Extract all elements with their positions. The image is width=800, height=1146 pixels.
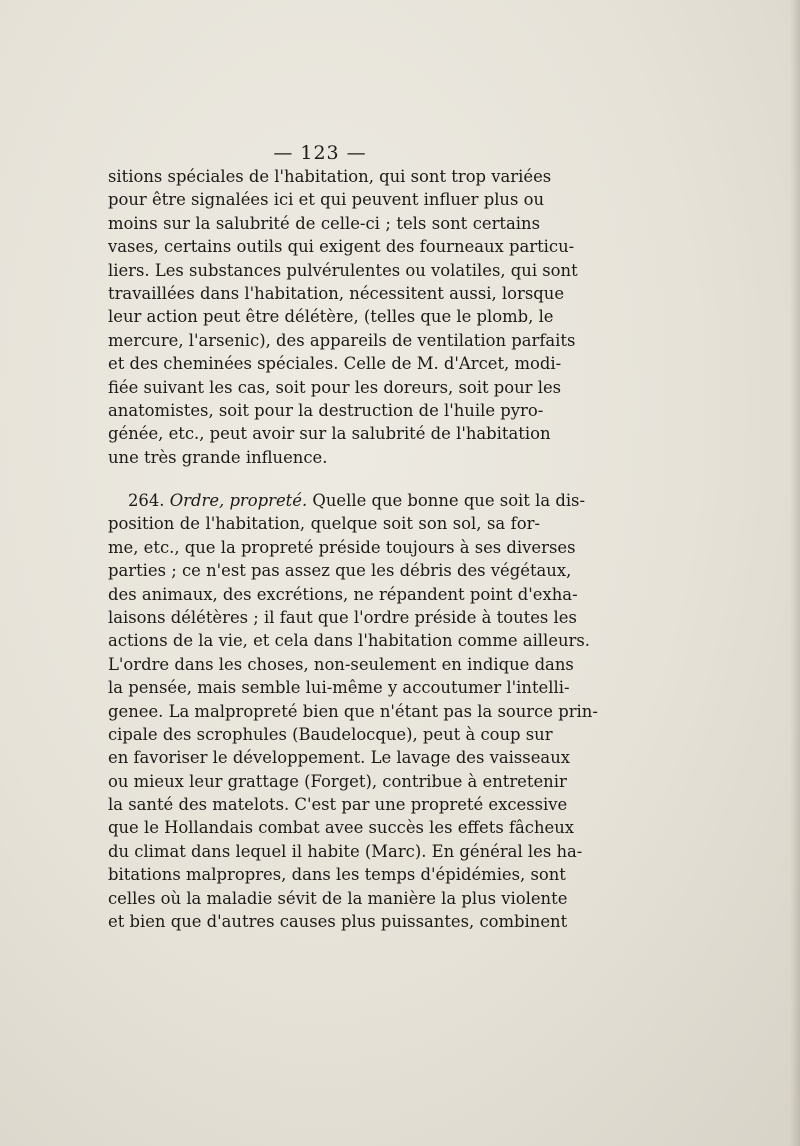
text-line: vases, certains outils qui exigent des fourneaux particu-: [108, 237, 575, 257]
text-line: la pensée, mais semble lui-même y accoutumer l'intelli-: [108, 678, 570, 698]
text-line: mercure, l'arsenic), des appareils de ventilation parfaits: [108, 330, 576, 350]
paragraph-title: Ordre, propreté.: [169, 491, 308, 510]
paragraph-continued: [108, 165, 578, 469]
page-number: — 123 —: [273, 142, 367, 164]
text-line: celles où la maladie sévit de la manière la plus violente: [108, 888, 568, 908]
text-line: fiée suivant les cas, soit pour les doreurs, soit pour les: [108, 377, 562, 397]
text-line: en favoriser le développement. Le lavage des vaisseaux: [108, 748, 570, 768]
text-line: travaillées dans l'habitation, nécessitent aussi, lorsque: [108, 283, 565, 303]
page-edge-shadow: [790, 0, 800, 1146]
text-line: moins sur la salubrité de celle-ci ; tels sont certains: [108, 213, 540, 233]
text-line: actions de la vie, et cela dans l'habitation comme ailleurs.: [108, 631, 591, 651]
paragraph-first-line: [108, 489, 586, 512]
text-line: cipale des scrophules (Baudelocque), peut à coup sur: [108, 724, 553, 744]
text-line: sitions spéciales de l'habitation, qui sont trop variées: [108, 167, 552, 186]
text-line: et bien que d'autres causes plus puissantes, combinent: [108, 912, 568, 932]
text-line: liers. Les substances pulvérulentes ou volatiles, qui sont: [108, 260, 578, 280]
text-line: des animaux, des excrétions, ne répandent point d'exha-: [108, 584, 578, 604]
text-line: genee. La malpropreté bien que n'étant pas la source prin-: [108, 701, 598, 721]
text-line: que le Hollandais combat avee succès les effets fâcheux: [108, 818, 575, 838]
text-line: génée, etc., peut avoir sur la salubrité de l'habitation: [108, 424, 551, 444]
text-line: laisons délétères ; il faut que l'ordre préside à toutes les: [108, 607, 577, 627]
text-line: position de l'habitation, quelque soit son sol, sa for-: [108, 514, 540, 534]
paragraph-264: [108, 489, 598, 933]
paragraph-number: 264.: [128, 491, 165, 510]
text-line: pour être signalées ici et qui peuvent influer plus ou: [108, 190, 545, 210]
text-line: me, etc., que la propreté préside toujours à ses diverses: [108, 537, 576, 557]
text-line: leur action peut être délétère, (telles que le plomb, le: [108, 307, 554, 327]
text-line: ou mieux leur grattage (Forget), contribue à entretenir: [108, 771, 567, 791]
text-line-rest: Quelle que bonne que soit la dis-: [312, 491, 586, 510]
text-line: une très grande influence.: [108, 447, 328, 467]
text-line: du climat dans lequel il habite (Marc). En général les ha-: [108, 841, 583, 861]
text-line: anatomistes, soit pour la destruction de l'huile pyro-: [108, 400, 544, 420]
text-line: L'ordre dans les choses, non-seulement en indique dans: [108, 654, 574, 674]
text-line: la santé des matelots. C'est par une propreté excessive: [108, 795, 568, 815]
text-line: et des cheminées spéciales. Celle de M. d'Arcet, modi-: [108, 354, 562, 374]
text-line: bitations malpropres, dans les temps d'épidémies, sont: [108, 865, 566, 885]
text-line: parties ; ce n'est pas assez que les débris des végétaux,: [108, 561, 572, 581]
